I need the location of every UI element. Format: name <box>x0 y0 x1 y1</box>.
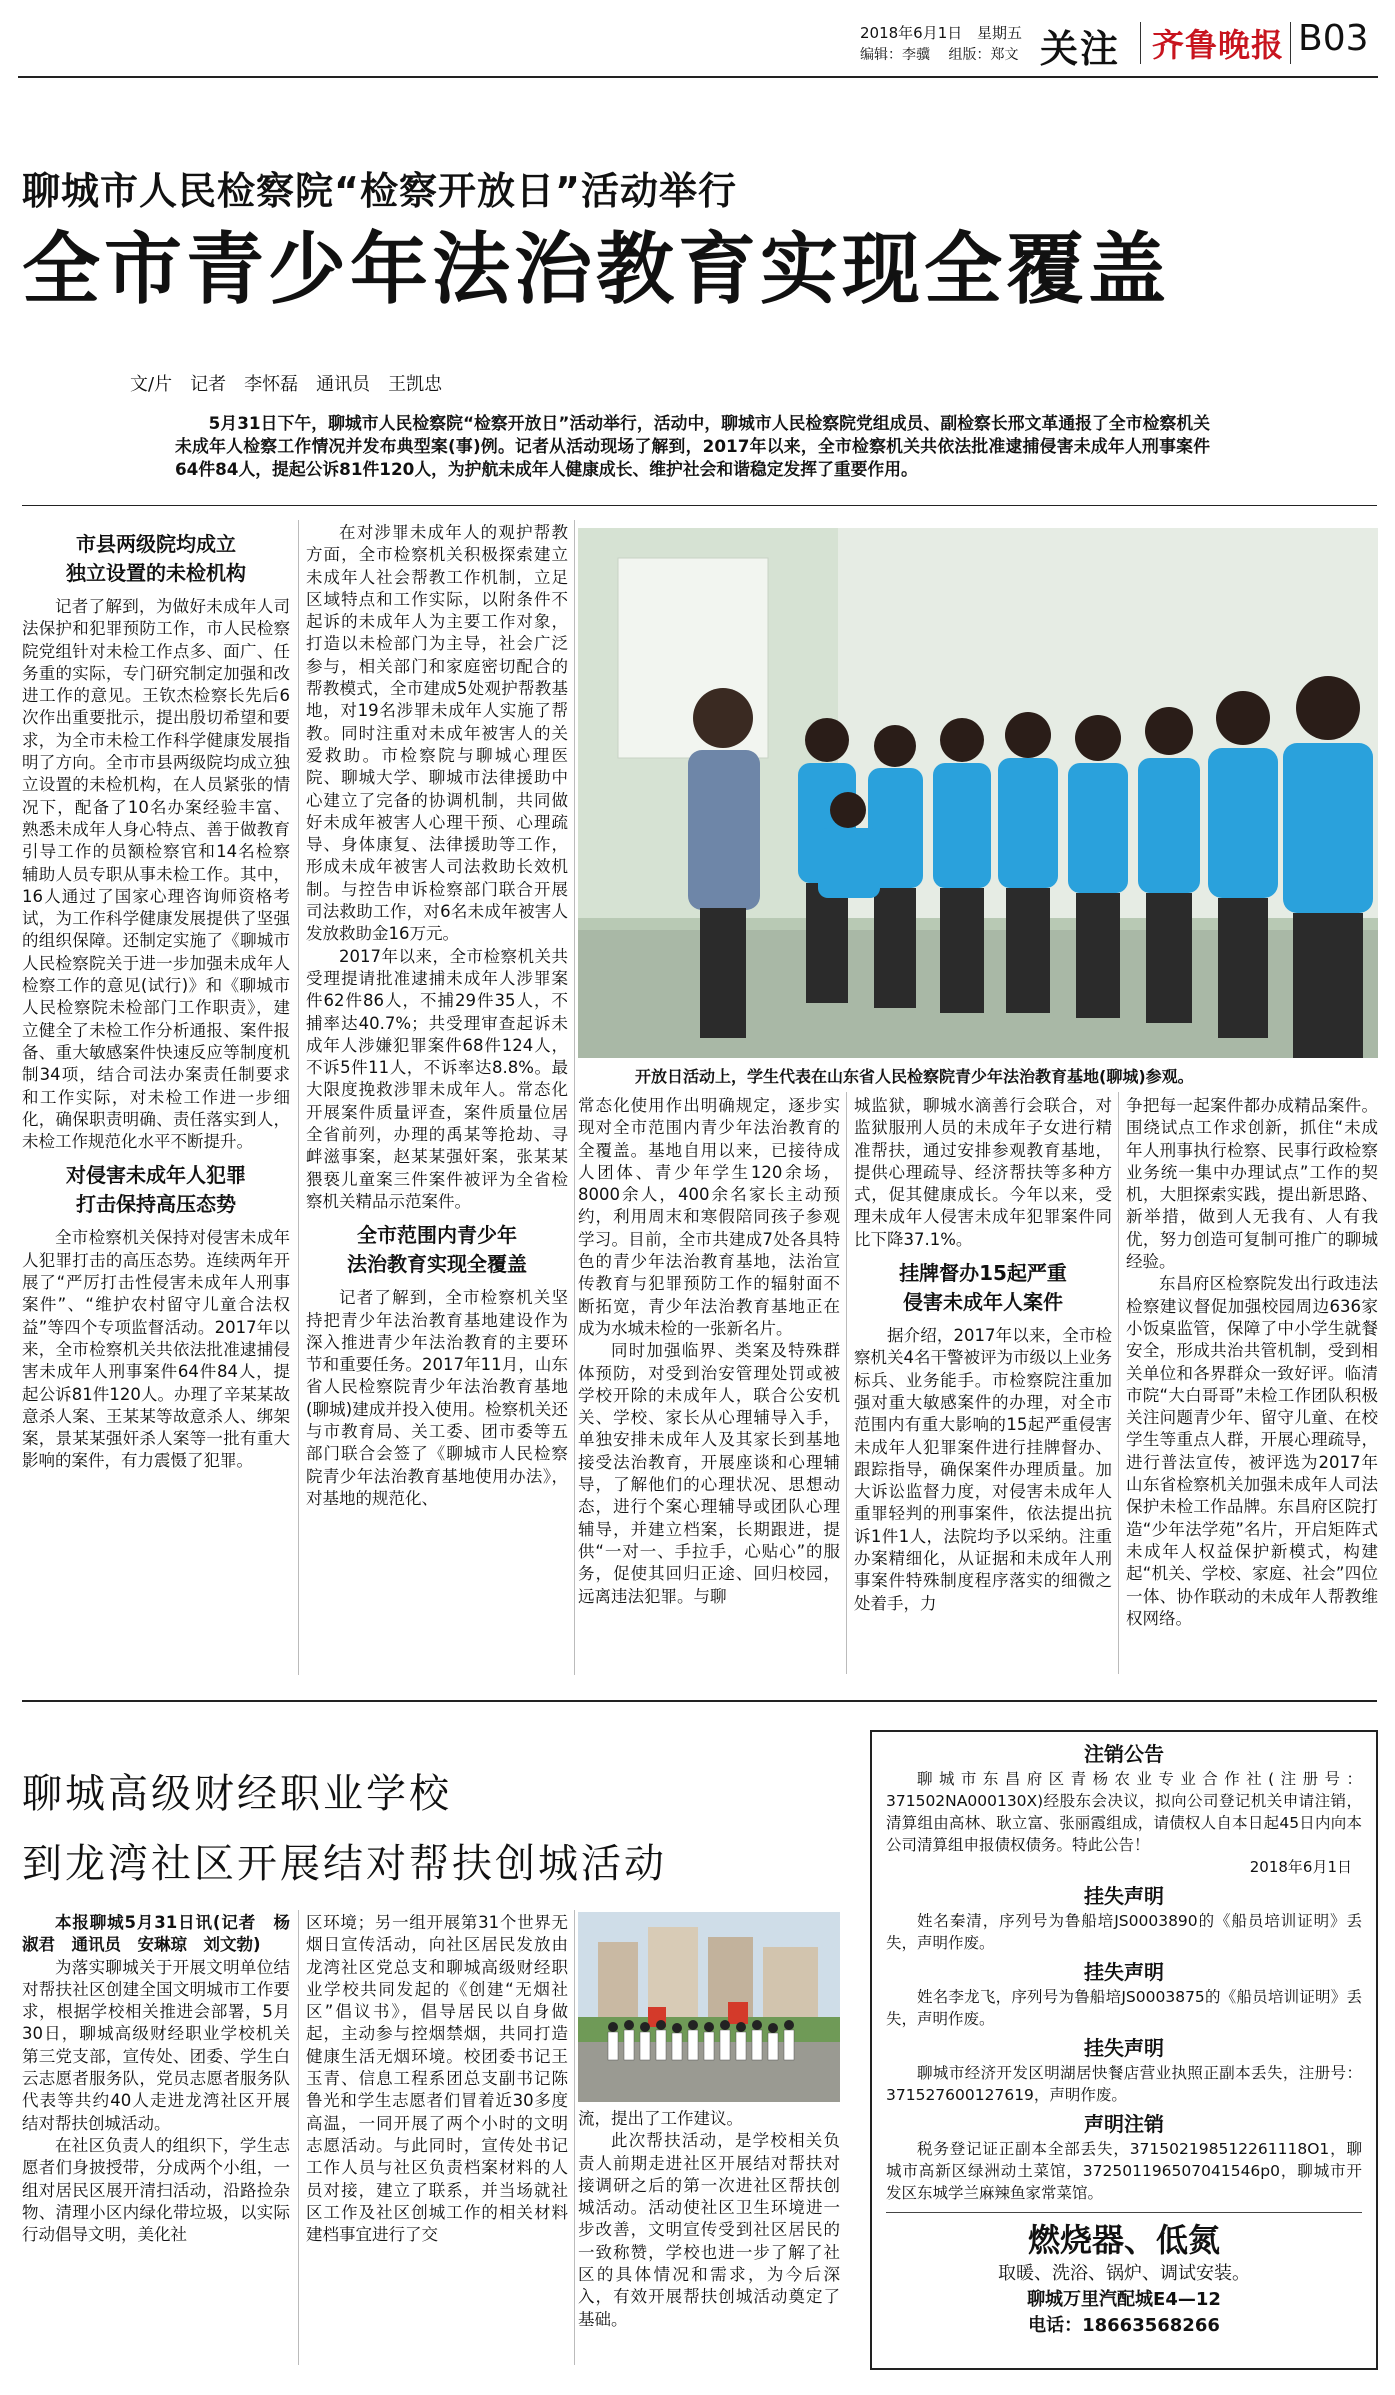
cancel-notice-title: 注销公告 <box>1084 1742 1164 1766</box>
cancel-notice-date: 2018年6月1日 <box>1249 1858 1352 1876</box>
subheading-1: 市县两级院均成立 独立设置的未检机构 <box>66 532 246 585</box>
article1-byline: 文/片 记者 李怀磊 通讯员 王凯忠 <box>130 374 443 395</box>
subheading-4: 挂牌督办15起严重 侵害未成年人案件 <box>899 1261 1067 1315</box>
declaration-body: 税务登记证正副本全部丢失，371502198512261118O1，聊城市高新区绿洲动土菜馆，372501196507041546p0，聊城市开发区东城学兰麻辣鱼家常菜馆。 <box>886 2140 1362 2202</box>
article2-column-3 <box>578 2108 840 2363</box>
article1-column-2 <box>306 522 568 1672</box>
article1-kicker: 聊城市人民检察院“检察开放日”活动举行 <box>22 169 737 213</box>
ad-phone: 电话：18663568266 <box>1028 2315 1220 2336</box>
article2-byline: 本报聊城5月31日讯(记者 杨淑君 通讯员 安琳琼 刘文勃) <box>22 1913 290 1955</box>
lost-notice-3-title: 挂失声明 <box>1084 2036 1164 2060</box>
layout-name: 组版：郑文 <box>948 47 1019 63</box>
lost-notice-2-body: 姓名李龙飞，序列号为鲁船培JS0003875的《船员培训证明》丢失，声明作废。 <box>886 1988 1362 2028</box>
volunteers-photo-illustration <box>578 1912 840 2102</box>
col2-paragraph-3: 记者了解到，全市检察机关坚持把青少年法治教育基地建设作为深入推进青少年法治教育的主要环节和重要任务。2017年11月，山东省人民检察院青少年法治教育基地(聊城)建成并投入使用。检察机关还与市教育局、关工委、团市委等五部门联合会签了《聊城市人民检察院青少年法治教育基地使用办法》，对基地的规范化、 <box>306 1288 568 1508</box>
col-divider-3 <box>846 1092 847 1674</box>
col4-paragraph-1: 城监狱，聊城水滴善行会联合，对监狱服刑人员的未成年子女进行精准帮扶，通过安排参观教育基地，提供心理疏导、经济帮扶等多种方式，促其健康成长。今年以来，受理未成年人侵害未成年犯罪案件同比下降37.1%。 <box>854 1096 1112 1249</box>
article1-column-4 <box>854 1095 1112 1675</box>
col1-paragraph-1: 记者了解到，为做好未成年人司法保护和犯罪预防工作，市人民检察院党组针对未检工作点多、面广、任务重的实际，专门研究制定加强和改进工作的意见。王钦杰检察长先后6次作出重要批示，提出殷切希望和要求，为全市未检工作科学健康发展指明了方向。全市市县两级院均成立独立设置的未检机构，在人员紧张的情况下，配备了10名办案经验丰富、熟悉未成年人身心特点、善于做教育引导工作的员额检察官和14名检察辅助人员专职从事未检工作。其中，16人通过了国家心理咨询师资格考试，为工作科学健康发展提供了坚强的组织保障。还制定实施了《聊城市人民检察院关于进一步加强未成年人检察工作的意见(试行)》和《聊城市人民检察院未检部门工作职责》，建立健全了未检工作分析通报、案件报备、重大敏感案件快速反应等制度机制34项，结合司法办案责任制要求和工作实际，对未检工作进一步细化，确保职责明确、责任落实到人，未检工作规范化水平不断提升。 <box>22 597 290 1152</box>
lost-notice-1-title: 挂失声明 <box>1084 1884 1164 1908</box>
article-separator <box>22 1700 1377 1702</box>
editor-name: 编辑：李骥 <box>860 47 930 63</box>
article1-photo <box>578 528 1378 1058</box>
issue-weekday: 星期五 <box>977 24 1023 42</box>
col-divider-1 <box>298 520 299 1675</box>
masthead-date <box>860 22 1022 43</box>
page-number: B03 <box>1298 18 1369 59</box>
photo-caption: 开放日活动上，学生代表在山东省人民检察院青少年法治教育基地(聊城)参观。 <box>635 1067 1194 1086</box>
issue-date: 2018年6月1日 <box>860 24 963 42</box>
col2-paragraph-2: 2017年以来，全市检察机关共受理提请批准逮捕未成年人涉罪案件62件86人，不捕29件35人，不捕率达40.7%；共受理审查起诉未成年人涉嫌犯罪案件68件124人，不诉5件11人，不诉率达8.8%。最大限度挽救涉罪未成年人。常态化开展案件质量评查，案件质量位居全省前列，办理的禹某等抢劫、寻衅滋事案，赵某某强奸案，张某某猥亵儿童案三件案件被评为全省检察机关精品示范案件。 <box>306 946 568 1211</box>
article1-headline: 全市青少年法治教育实现全覆盖 <box>22 225 1171 315</box>
article2-col1-paragraph-2: 在社区负责人的组织下，学生志愿者们身披授带，分成两个小组，一组对居民区展开清扫活动，沿路捡杂物、清理小区内绿化带垃圾，以实际行动倡导文明，美化社 <box>22 2135 290 2245</box>
article2-divider-2 <box>574 1910 575 2365</box>
newspaper-logo: 齐鲁晚报 <box>1152 26 1285 64</box>
section-name: 关注 <box>1040 27 1121 71</box>
declaration-title: 声明注销 <box>1084 2112 1164 2136</box>
students-photo-illustration <box>578 528 1378 1058</box>
article1-column-3 <box>578 1095 840 1675</box>
article2-headline-line2: 到龙湾社区开展结对帮扶创城活动 <box>22 1841 667 1887</box>
ad-rule <box>886 2212 1362 2213</box>
article2-col1-paragraph-1: 为落实聊城关于开展文明单位结对帮扶社区创建全国文明城市工作要求，根据学校相关推进会部署，5月30日，聊城高级财经职业学校机关第三党支部，宣传处、团委、学生白云志愿者服务队，党员志愿者服务队代表等共约40人走进龙湾社区开展结对帮扶创城活动。 <box>22 1957 290 2133</box>
article2-col3-paragraph-2: 此次帮扶活动，是学校相关负责人前期走进社区开展结对帮扶对接调研之后的第一次进社区帮扶创城活动。活动使社区卫生环境进一步改善，文明宣传受到社区居民的一致称赞，学校也进一步了解了社区的具体情况和需求，为今后深入，有效开展帮扶创城活动奠定了基础。 <box>578 2131 840 2329</box>
article1-lead <box>175 412 1210 494</box>
lost-notice-1-body: 姓名秦清，序列号为鲁船培JS0003890的《船员培训证明》丢失，声明作废。 <box>886 1912 1362 1952</box>
article2-photo <box>578 1912 840 2102</box>
col3-paragraph-1: 常态化使用作出明确规定，逐步实现对全市范围内青少年法治教育的全覆盖。基地自用以来，已接待成人团体、青少年学生120余场，8000余人，400余名家长主动预约，利用周末和寒假陪同孩子参观学习。目前，全市共建成7处各具特色的青少年法治教育基地，法治宣传教育与犯罪预防工作的辐射面不断拓宽，青少年法治教育基地正在成为水城未检的一张新名片。 <box>578 1096 840 1338</box>
cancel-notice-body: 聊城市东昌府区青杨农业专业合作社(注册号：371502NA000130X)经股东会决议，拟向公司登记机关申请注销，清算组由高林、耿立富、张丽霞组成，请债权人自本日起45日内向本公司清算组申报债权债务。特此公告！ <box>886 1770 1362 1854</box>
article2-headline-line1: 聊城高级财经职业学校 <box>22 1771 452 1817</box>
col-divider-4 <box>1118 1092 1119 1674</box>
ad-address: 聊城万里汽配城E4—12 <box>1027 2289 1221 2310</box>
subheading-3: 全市范围内青少年 法治教育实现全覆盖 <box>347 1223 527 1277</box>
ad-services: 取暖、洗浴、锅炉、调试安装。 <box>998 2263 1250 2284</box>
lead-rule <box>22 505 1377 506</box>
col3-paragraph-2: 同时加强临界、类案及特殊群体预防，对受到治安管理处罚或被学校开除的未成年人，联合公安机关、学校、家长从心理辅导入手，单独安排未成年人及其家长到基地接受法治教育，开展座谈和心理辅导，了解他们的心理状况、思想动态，进行个案心理辅导或团队心理辅导，并建立档案，长期跟进，提供“一对一、手拉手，心贴心”的服务，促使其回归正途、回归校园，远离违法犯罪。与聊 <box>578 1341 840 1606</box>
masthead-divider <box>1140 22 1141 64</box>
lead-paragraph: 5月31日下午，聊城市人民检察院“检察开放日”活动举行，活动中，聊城市人民检察院党组成员、副检察长邢文革通报了全市检察机关未成年人检察工作情况并发布典型案(事)例。记者从活动现场了解到，2017年以来，全市检察机关共依法批准逮捕侵害未成年人刑事案件64件84人，提起公诉81件120人，为护航未成年人健康成长、维护社会和谐稳定发挥了重要作用。 <box>175 413 1210 479</box>
col5-paragraph-2: 东昌府区检察院发出行政违法检察建议督促加强校园周边636家小饭桌监管，保障了中小学生就餐安全，形成共治共管机制，受到相关单位和各界群众一致好评。临清市院“大白哥哥”未检工作团队积极关注问题青少年、留守儿童、在校学生等重点人群，开展心理疏导，进行普法宣传，被评选为2017年山东省检察机关加强未成年人司法保护未检工作品牌。东昌府区院打造“少年法学苑”名片，开启矩阵式未成年人权益保护新模式，构建起“机关、学校、家庭、社会”四位一体、协作联动的未成年人帮教维权网络。 <box>1126 1274 1378 1628</box>
col-divider-2 <box>574 520 575 1675</box>
col4-paragraph-2: 据介绍，2017年以来，全市检察机关4名干警被评为市级以上业务标兵、业务能手。市检察院注重加强对重大敏感案件的办理，对全市范围内有重大影响的15起严重侵害未成年人犯罪案件进行挂牌督办、跟踪指导，确保案件办理质量。加大诉讼监督力度，对侵害未成年人重罪轻判的刑事案件，依法提出抗诉1件1人，法院均予以采纳。注重办案精细化，从证据和未成年人刑事案件特殊制度程序落实的细微之处着手，力 <box>854 1326 1112 1613</box>
article2-column-1 <box>22 1912 290 2362</box>
article2-col2-paragraph: 区环境；另一组开展第31个世界无烟日宣传活动，向社区居民发放由龙湾社区党总支和聊城高级财经职业学校共同发起的《创建“无烟社区”倡议书》，倡导居民以自身做起，主动参与控烟禁烟，共同打造健康生活无烟环境。校团委书记王玉青、信息工程系团总支副书记陈鲁光和学生志愿者们冒着近30多度高温，一同开展了两个小时的文明志愿活动。与此同时，宣传处书记工作人员与社区负责档案材料的人员对接，建立了联系，并当场就社区工作及社区创城工作的相关材料建档事宜进行了交 <box>306 1913 568 2245</box>
lost-notice-3-body: 聊城市经济开发区明湖居快餐店营业执照正副本丢失，注册号：371527600127619，声明作废。 <box>886 2064 1362 2104</box>
article1-column-1 <box>22 522 290 1672</box>
article1-column-5 <box>1126 1095 1378 1675</box>
masthead-rule <box>18 76 1378 78</box>
masthead <box>0 0 1395 70</box>
notices-box <box>870 1730 1378 2370</box>
ad-title: 燃烧器、低氮 <box>1027 2221 1220 2259</box>
masthead-editors <box>860 44 1018 64</box>
article2-divider-1 <box>298 1910 299 2365</box>
col5-paragraph-1: 争把每一起案件都办成精品案件。围绕试点工作求创新，抓住“未成年人刑事执行检察、民事行政检察业务统一集中办理试点”工作的契机，大胆探索实践，提出新思路、新举措，做到人无我有、人有我优，努力创造可复制可推广的聊城经验。 <box>1126 1096 1378 1272</box>
col1-paragraph-2: 全市检察机关保持对侵害未成年人犯罪打击的高压态势。连续两年开展了“严厉打击性侵害未成年人刑事案件”、“维护农村留守儿童合法权益”等四个专项监督活动。2017年以来，全市检察机关共依法批准逮捕侵害未成年人刑事案件64件84人，提起公诉81件120人。办理了辛某某故意杀人案、王某某等故意杀人、绑架案，景某某强奸杀人案等一批有重大影响的案件，有力震慑了犯罪。 <box>22 1228 290 1471</box>
lost-notice-2-title: 挂失声明 <box>1084 1960 1164 1984</box>
masthead-divider-2 <box>1290 22 1291 64</box>
col2-paragraph-1: 在对涉罪未成年人的观护帮教方面，全市检察机关积极探索建立未成年人社会帮教工作机制，立足区域特点和工作实际，以附条件不起诉的未成年人为主要工作对象，打造以未检部门为主导，社会广泛参与，相关部门和家庭密切配合的帮教模式，全市建成5处观护帮教基地，对19名涉罪未成年人实施了帮教。同时注重对未成年被害人的关爱救助。市检察院与聊城心理医院、聊城大学、聊城市法律援助中心建立了完备的协调机制，共同做好未成年被害人心理干预、心理疏导、身体康复、法律援助等工作，形成未成年被害人司法救助长效机制。与控告申诉检察部门联合开展司法救助工作，对6名未成年被害人发放救助金16万元。 <box>306 523 568 944</box>
article2-column-2 <box>306 1912 568 2362</box>
subheading-2: 对侵害未成年人犯罪 打击保持高压态势 <box>66 1163 246 1217</box>
article2-col3-paragraph-1: 流，提出了工作建议。 <box>578 2109 743 2128</box>
